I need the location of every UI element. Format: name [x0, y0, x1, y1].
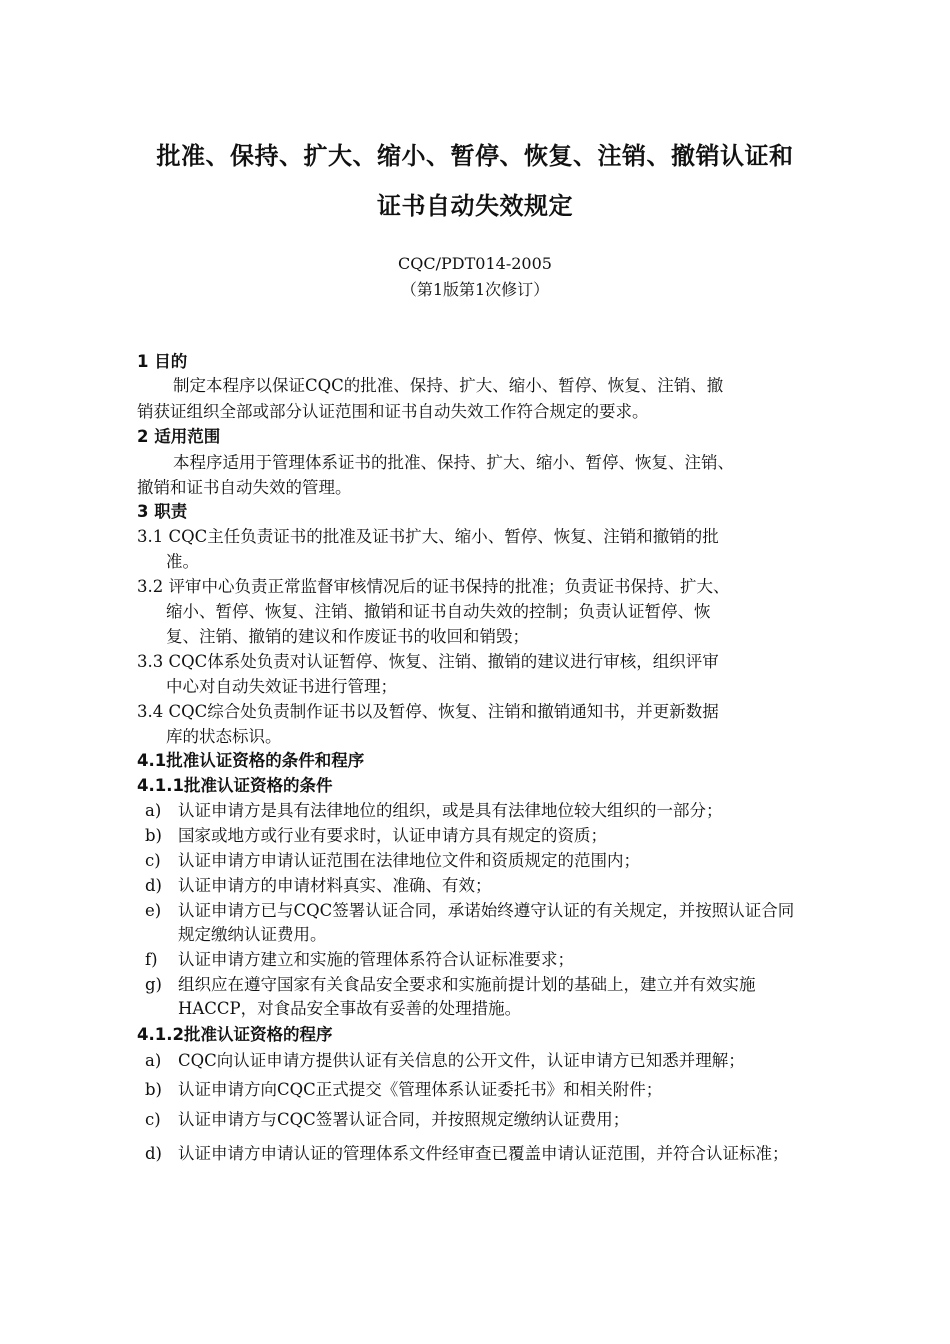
- list-item: [145, 1108, 825, 1132]
- section-4-1-2-heading: 4.1.2批准认证资格的程序: [137, 1025, 333, 1044]
- section-3-4-line2: 库的状态标识。: [166, 727, 282, 746]
- document-title-line1: 批准、保持、扩大、缩小、暂停、恢复、注销、撤销认证和: [156, 142, 794, 170]
- section-2-text-line1: 本程序适用于管理体系证书的批准、保持、扩大、缩小、暂停、恢复、注销、: [173, 453, 734, 472]
- section-3-3-line1: 3.3 CQC体系处负责对认证暂停、恢复、注销、撤销的建议进行审核，组织评审: [137, 652, 719, 671]
- list-item-text: 国家或地方或行业有要求时，认证申请方具有规定的资质；: [178, 826, 607, 845]
- list-item-label: c): [145, 1110, 161, 1129]
- list-item: [145, 899, 805, 947]
- list-item-text: 认证申请方向CQC正式提交《管理体系认证委托书》和相关附件；: [178, 1080, 663, 1099]
- list-item-text: 认证申请方已与CQC签署认证合同，承诺始终遵守认证的有关规定，并按照认证合同规定缴纳认证费用。: [178, 901, 795, 944]
- section-3-heading: 3 职责: [137, 502, 188, 521]
- section-3-2-line3: 复、注销、撤销的建议和作废证书的收回和销毁；: [166, 627, 529, 646]
- list-item: [145, 799, 825, 823]
- section-4-1-heading: 4.1批准认证资格的条件和程序: [137, 751, 365, 770]
- section-3-1-line2: 准。: [166, 552, 199, 571]
- list-item-text: 认证申请方的申请材料真实、准确、有效；: [178, 876, 492, 895]
- section-3-4-line1: 3.4 CQC综合处负责制作证书以及暂停、恢复、注销和撤销通知书，并更新数据: [137, 702, 719, 721]
- list-item-label: d): [145, 876, 162, 895]
- list-item-text: 组织应在遵守国家有关食品安全要求和实施前提计划的基础上，建立并有效实施HACCP，对食品安全事故有妥善的处理措施。: [178, 975, 756, 1018]
- list-item-label: a): [145, 801, 162, 820]
- section-3-3-line2: 中心对自动失效证书进行管理；: [166, 677, 397, 696]
- document-code: CQC/PDT014-2005: [398, 254, 552, 273]
- list-item-text: 认证申请方建立和实施的管理体系符合认证标准要求；: [178, 950, 574, 969]
- section-3-2-line1: 3.2 评审中心负责正常监督审核情况后的证书保持的批准；负责证书保持、扩大、: [137, 577, 730, 596]
- list-item-text: 认证申请方是具有法律地位的组织，或是具有法律地位较大组织的一部分；: [178, 801, 723, 820]
- list-item-label: e): [145, 901, 162, 920]
- document-title-line2: 证书自动失效规定: [377, 192, 573, 220]
- list-item: [145, 1049, 825, 1073]
- section-3-2-line2: 缩小、暂停、恢复、注销、撤销和证书自动失效的控制；负责认证暂停、恢: [166, 602, 711, 621]
- list-item: [145, 874, 825, 898]
- list-item-label: b): [145, 1080, 162, 1099]
- list-item-label: g): [145, 975, 162, 994]
- list-item-label: d): [145, 1144, 162, 1163]
- list-item-label: c): [145, 851, 161, 870]
- list-item-text: 认证申请方与CQC签署认证合同，并按照规定缴纳认证费用；: [178, 1110, 630, 1129]
- document-version: （第1版第1次修订）: [400, 280, 550, 299]
- section-4-1-1-heading: 4.1.1批准认证资格的条件: [137, 776, 333, 795]
- list-item: [145, 1139, 825, 1169]
- list-item-text: 认证申请方申请认证范围在法律地位文件和资质规定的范围内；: [178, 851, 640, 870]
- section-1-heading: 1 目的: [137, 352, 188, 371]
- list-item: [145, 973, 805, 1021]
- section-1-text-line1: 制定本程序以保证CQC的批准、保持、扩大、缩小、暂停、恢复、注销、撤: [173, 376, 724, 395]
- list-item-label: b): [145, 826, 162, 845]
- list-item-text: 认证申请方申请认证的管理体系文件经审查已覆盖申请认证范围，并符合认证标准；: [178, 1144, 789, 1163]
- list-item: [145, 849, 825, 873]
- section-2-text-line2: 撤销和证书自动失效的管理。: [137, 478, 352, 497]
- section-1-text-line2: 销获证组织全部或部分认证范围和证书自动失效工作符合规定的要求。: [137, 402, 649, 421]
- list-item-label: f): [145, 950, 158, 969]
- list-item-text: CQC向认证申请方提供认证有关信息的公开文件，认证申请方已知悉并理解；: [178, 1051, 745, 1070]
- section-2-heading: 2 适用范围: [137, 427, 221, 446]
- list-item: [145, 1078, 825, 1102]
- section-3-1-line1: 3.1 CQC主任负责证书的批准及证书扩大、缩小、暂停、恢复、注销和撤销的批: [137, 527, 719, 546]
- list-item: [145, 948, 825, 972]
- list-item: [145, 824, 825, 848]
- list-item-label: a): [145, 1051, 162, 1070]
